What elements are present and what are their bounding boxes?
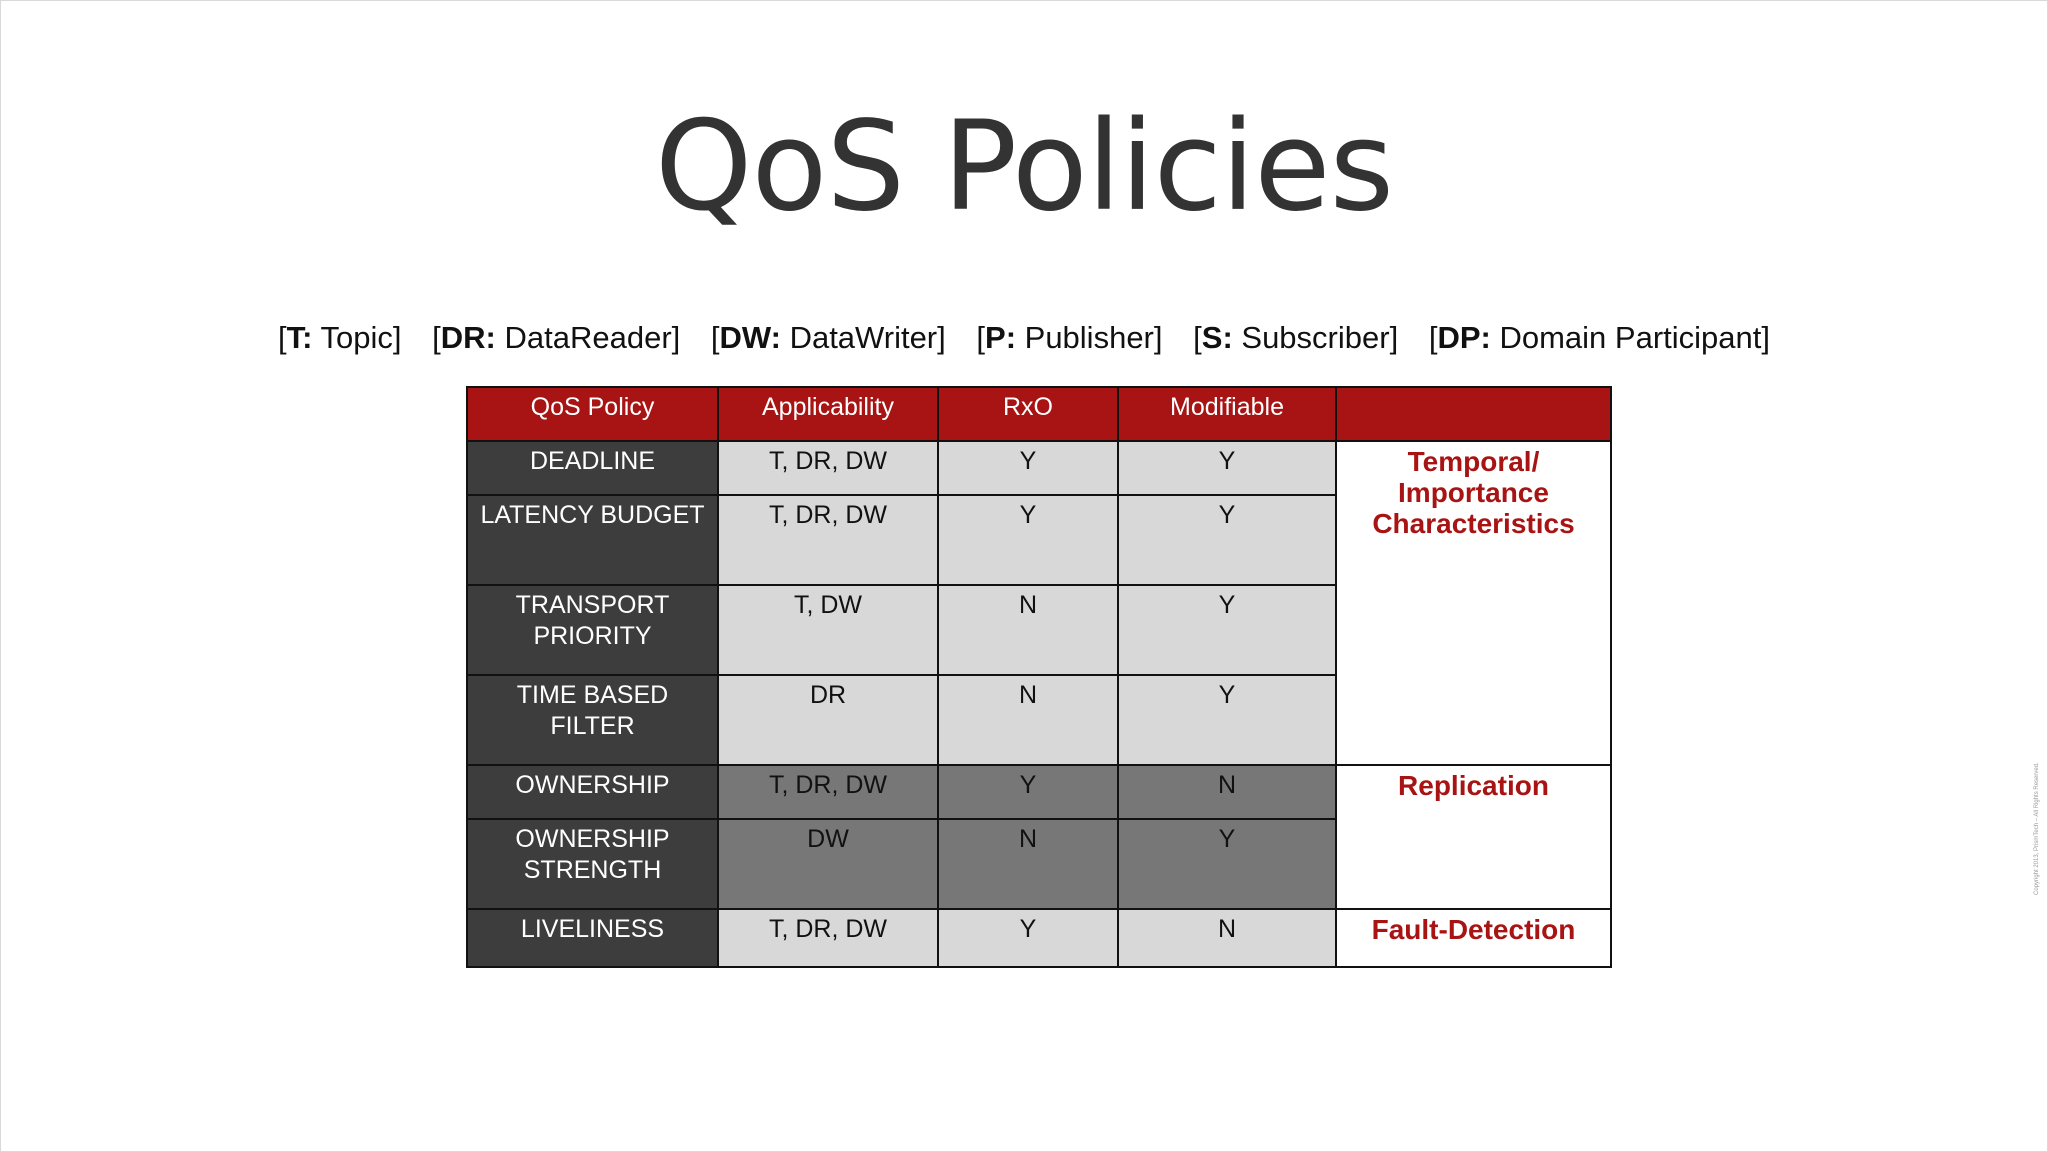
copyright-notice: Copyright 2013, PrismTech – All Rights Reserved. bbox=[2034, 762, 2040, 895]
header-modifiable: Modifiable bbox=[1118, 387, 1336, 441]
header-rxo: RxO bbox=[938, 387, 1118, 441]
policy-name: TIME BASED FILTER bbox=[467, 675, 718, 765]
applicability-cell: T, DR, DW bbox=[718, 909, 938, 967]
applicability-cell: DW bbox=[718, 819, 938, 909]
table-row bbox=[467, 765, 1611, 819]
group-replication: Replication bbox=[1336, 765, 1611, 909]
applicability-cell: T, DR, DW bbox=[718, 441, 938, 495]
rxo-cell: Y bbox=[938, 441, 1118, 495]
applicability-cell: T, DW bbox=[718, 585, 938, 675]
group-fault-detection: Fault-Detection bbox=[1336, 909, 1611, 967]
header-applicability: Applicability bbox=[718, 387, 938, 441]
abbreviation-legend bbox=[0, 320, 2048, 356]
slide-title: QoS Policies bbox=[654, 95, 1394, 239]
rxo-cell: Y bbox=[938, 909, 1118, 967]
legend-publisher: [P: Publisher] bbox=[976, 320, 1163, 355]
header-category bbox=[1336, 387, 1611, 441]
table-row bbox=[467, 909, 1611, 967]
legend-datawriter: [DW: DataWriter] bbox=[710, 320, 946, 355]
modifiable-cell: N bbox=[1118, 765, 1336, 819]
applicability-cell: DR bbox=[718, 675, 938, 765]
qos-policy-table bbox=[466, 386, 1612, 968]
policy-name: TRANSPORT PRIORITY bbox=[467, 585, 718, 675]
table-row bbox=[467, 441, 1611, 495]
rxo-cell: N bbox=[938, 675, 1118, 765]
rxo-cell: N bbox=[938, 585, 1118, 675]
rxo-cell: Y bbox=[938, 765, 1118, 819]
modifiable-cell: Y bbox=[1118, 675, 1336, 765]
header-qos-policy: QoS Policy bbox=[467, 387, 718, 441]
legend-topic: [T: Topic] bbox=[277, 320, 402, 355]
policy-name: OWNERSHIP STRENGTH bbox=[467, 819, 718, 909]
modifiable-cell: Y bbox=[1118, 441, 1336, 495]
rxo-cell: N bbox=[938, 819, 1118, 909]
legend-subscriber: [S: Subscriber] bbox=[1193, 320, 1399, 355]
modifiable-cell: Y bbox=[1118, 585, 1336, 675]
policy-name: DEADLINE bbox=[467, 441, 718, 495]
policy-name: OWNERSHIP bbox=[467, 765, 718, 819]
legend-domain-participant: [DP: Domain Participant] bbox=[1428, 320, 1770, 355]
applicability-cell: T, DR, DW bbox=[718, 765, 938, 819]
modifiable-cell: Y bbox=[1118, 819, 1336, 909]
policy-name: LATENCY BUDGET bbox=[467, 495, 718, 585]
group-temporal-importance: Temporal/ Importance Characteristics bbox=[1336, 441, 1611, 765]
rxo-cell: Y bbox=[938, 495, 1118, 585]
applicability-cell: T, DR, DW bbox=[718, 495, 938, 585]
modifiable-cell: Y bbox=[1118, 495, 1336, 585]
legend-datareader: [DR: DataReader] bbox=[432, 320, 681, 355]
modifiable-cell: N bbox=[1118, 909, 1336, 967]
policy-name: LIVELINESS bbox=[467, 909, 718, 967]
table-header-row bbox=[467, 387, 1611, 441]
